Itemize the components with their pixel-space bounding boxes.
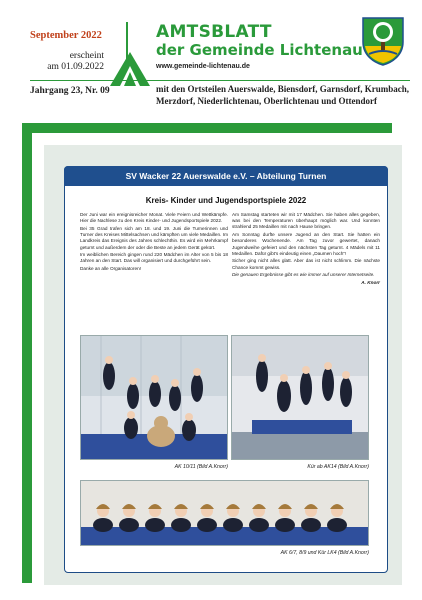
municipality-coat-of-arms <box>361 16 405 66</box>
erscheint-date: am 01.09.2022 <box>47 62 104 72</box>
results-note: Die genauen Ergebnisse gibt es wie immer auf unserer Internetseite. <box>232 272 375 278</box>
photo-kuer-ab-ak14 <box>231 335 369 460</box>
paragraph: Sicher ging nicht alles glatt. Aber das ist nicht schlimm. Die nächste Chance kommt gewiss. <box>232 258 380 270</box>
erscheint-label: erscheint <box>69 51 104 61</box>
paragraph: Danke an alle Organisatoren! <box>80 266 141 272</box>
paragraph: Der Juni war ein ereignisreicher Monat. Viele Feiern und Wettkämpfe. Hier die Nachlese zu den Kreis Kinder- und Jugendsportspiele 2022. <box>80 212 228 224</box>
photo-caption: Kür ab AK14 (Bild A.Knorr) <box>307 464 369 470</box>
paragraph: Bei 35 Grad trafen sich am 18. und 19. Juni die Turnerinnen und Turner des Kreises Mittelsachsen und kämpften um viele Medaillen. Im Landkreis das Ereignis des Jahres schlechthin. Es wird ein Mehrkampf geturnt und außerdem der oder die Beste an jedem Gerät gekürt. <box>80 225 228 250</box>
article-box-header: SV Wacker 22 Auerswalde e.V. – Abteilung Turnen <box>64 166 388 186</box>
website-link[interactable]: www.gemeinde-lichtenau.de <box>156 63 250 70</box>
green-frame-top <box>22 123 392 133</box>
gymnasts-row-photo <box>81 481 369 546</box>
article-author: A. Knorr <box>361 280 380 286</box>
gymnasts-handstand-photo <box>232 336 369 460</box>
article-column-right <box>232 212 380 288</box>
photo-ak-6-7-8-9-kuer-lk4 <box>80 480 369 546</box>
districts-line-2: Merzdorf, Niederlichtenau, Oberlichtenau und Ottendorf <box>156 95 377 106</box>
header-divider-horizontal <box>30 80 410 81</box>
photo-caption: AK 6/7, 8/9 und Kür LK4 (Bild A.Knorr) <box>280 550 369 556</box>
volume-number: Jahrgang 23, Nr. 09 <box>30 86 110 96</box>
gymnasts-group-photo <box>81 336 228 460</box>
districts-list <box>156 84 412 107</box>
photo-ak-10-11 <box>80 335 228 460</box>
districts-line-1: mit den Ortsteilen Auerswalde, Biensdorf, Garnsdorf, Krumbach, <box>156 84 409 94</box>
issue-month: September 2022 <box>30 30 102 41</box>
paragraph: Am Samstag starteten wir mit 17 Mädchen. Sie haben alles gegeben, was bei den Temperaturen überhaupt möglich war. Und konnten strahlend 25 Medaillen mit nach Hause bringen. <box>232 212 380 230</box>
masthead-title: AMTSBLATT <box>156 22 272 42</box>
paragraph: Am Sonntag durfte unsere Jugend an den Start. Sie hatten ein besonderes Wochenende. Am Tag zuvor gewertet, danach Jugendweihe gefeiert und den nächsten Tag geturnt. 4 Mädels mit 11 Medaillen. Dafür gibt's eindeutig einen „Daumen hoch“! <box>232 232 380 256</box>
masthead-subtitle: der Gemeinde Lichtenau <box>156 41 363 59</box>
article-title: Kreis- Kinder und Jugendsportspiele 2022 <box>145 196 307 205</box>
green-frame-left <box>22 123 32 583</box>
paragraph: Im weiblichen Bereich gingen rund 220 Mädchen im Alter von 5 bis 18 Jahren an den Start. Das will organisiert und durchgeführt sein. <box>80 252 228 264</box>
article-column-left <box>80 212 228 274</box>
publication-date <box>30 51 104 73</box>
photo-caption: AK 10/11 (Bild A.Knorr) <box>174 464 228 470</box>
